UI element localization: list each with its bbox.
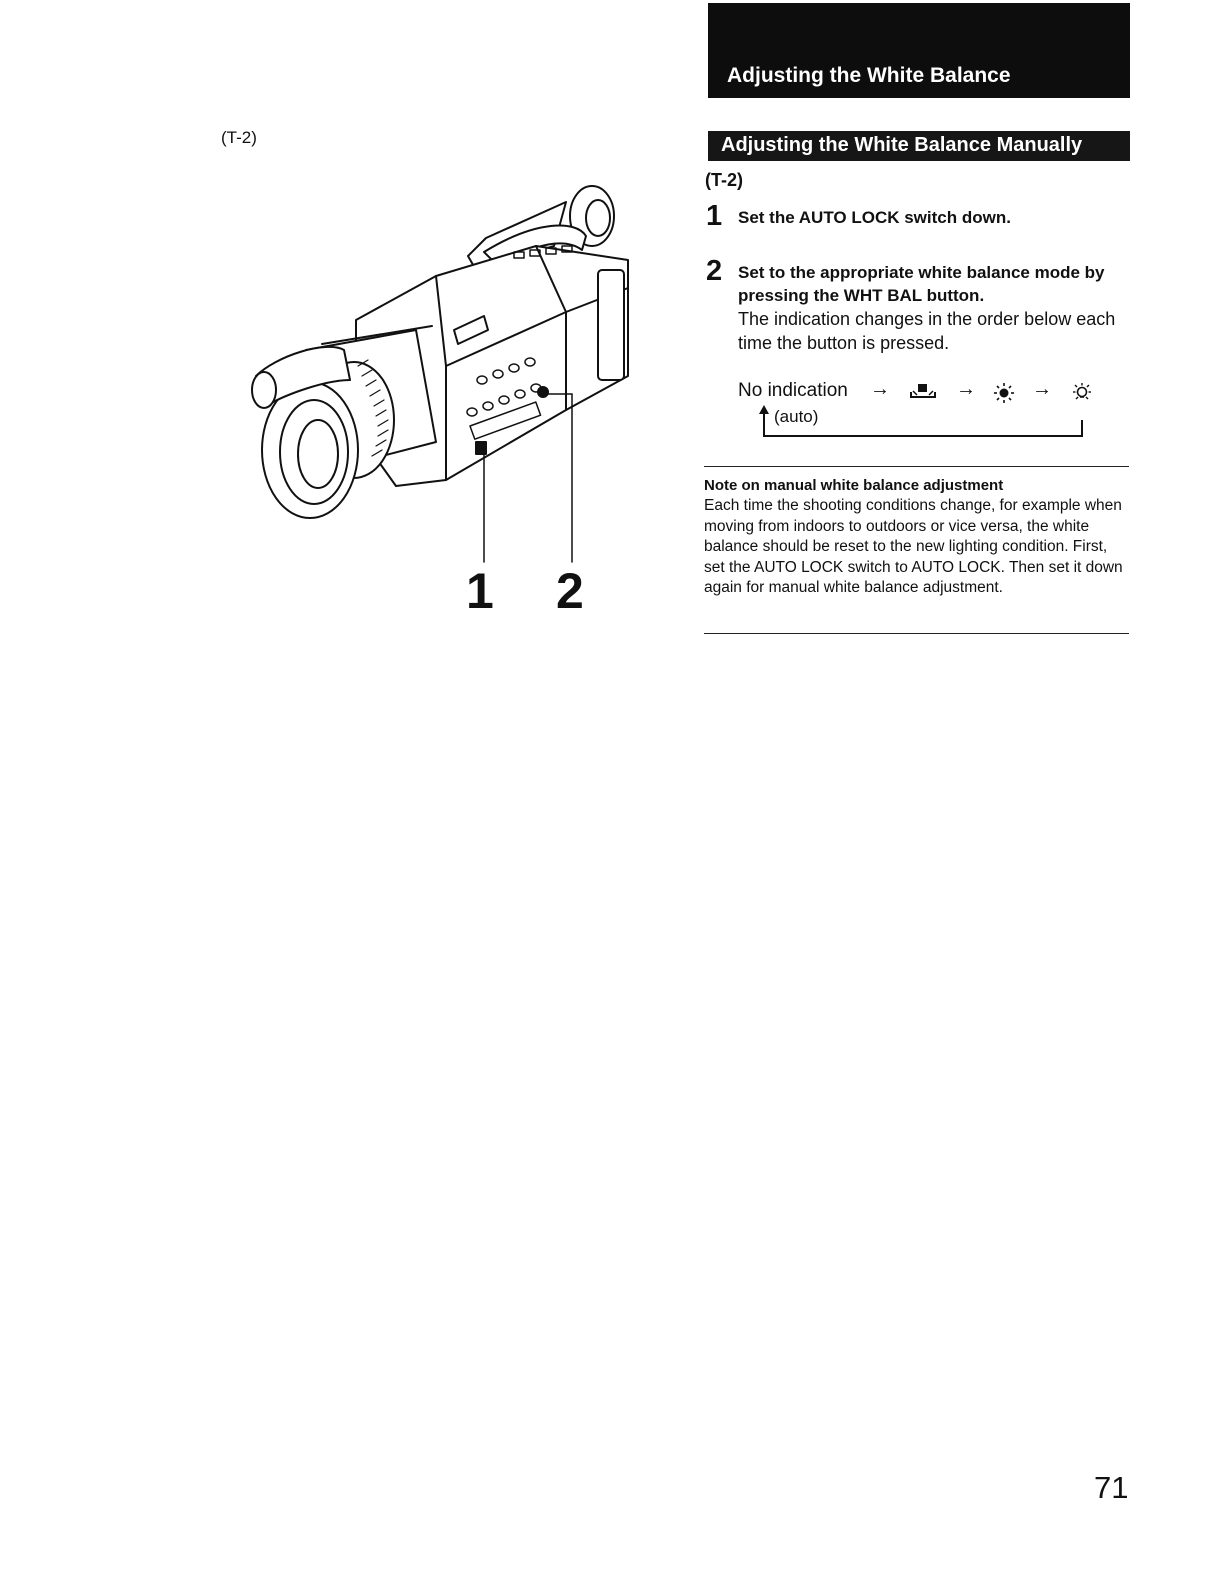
subsection-header-banner bbox=[708, 131, 1130, 161]
step-1 bbox=[705, 200, 1135, 232]
note-body: Each time the shooting conditions change, for example when moving from indoors to outdoors or vice versa, the white balance should be reset to the new lighting condition. First, set the AUTO LOCK switch to AUTO LOCK. Then set it down again for manual white balance adjustment. bbox=[704, 497, 1123, 597]
callout-number-1: 1 bbox=[466, 563, 494, 619]
right-arrow-icon: → bbox=[956, 378, 976, 400]
figure-reference-left: (T-2) bbox=[221, 128, 257, 147]
step-2 bbox=[705, 255, 1135, 355]
camcorder-illustration bbox=[236, 180, 636, 625]
step-number: 2 bbox=[706, 255, 723, 287]
indoor-lamp-icon bbox=[1070, 382, 1094, 411]
right-arrow-icon: → bbox=[1032, 378, 1052, 400]
callout-number-2: 2 bbox=[556, 563, 584, 619]
step-description: The indication changes in the order below each time the button is pressed. bbox=[738, 309, 1116, 353]
auto-label: (auto) bbox=[774, 407, 819, 426]
section-header-banner bbox=[708, 3, 1130, 98]
step-instruction: Set to the appropriate white balance mode by pressing the WHT BAL button. bbox=[738, 263, 1105, 305]
loop-line-bottom bbox=[763, 435, 1083, 437]
loop-line-right bbox=[1081, 420, 1083, 437]
page-number: 71 bbox=[1094, 1470, 1129, 1505]
section-title: Adjusting the White Balance bbox=[727, 64, 1011, 87]
right-arrow-icon: → bbox=[870, 378, 890, 400]
subsection-title: Adjusting the White Balance Manually bbox=[721, 134, 1083, 156]
up-arrow-icon bbox=[758, 402, 770, 420]
figure-reference-right: (T-2) bbox=[705, 170, 743, 190]
cycle-start-label: No indication bbox=[738, 380, 848, 401]
step-instruction: Set the AUTO LOCK switch down. bbox=[738, 208, 1011, 227]
step-number: 1 bbox=[706, 200, 723, 232]
note-title: Note on manual white balance adjustment bbox=[704, 477, 1004, 494]
outdoor-sun-icon bbox=[992, 382, 1016, 409]
white-balance-cycle-diagram bbox=[738, 380, 1098, 440]
hold-icon bbox=[908, 382, 938, 405]
note-box bbox=[704, 466, 1129, 634]
